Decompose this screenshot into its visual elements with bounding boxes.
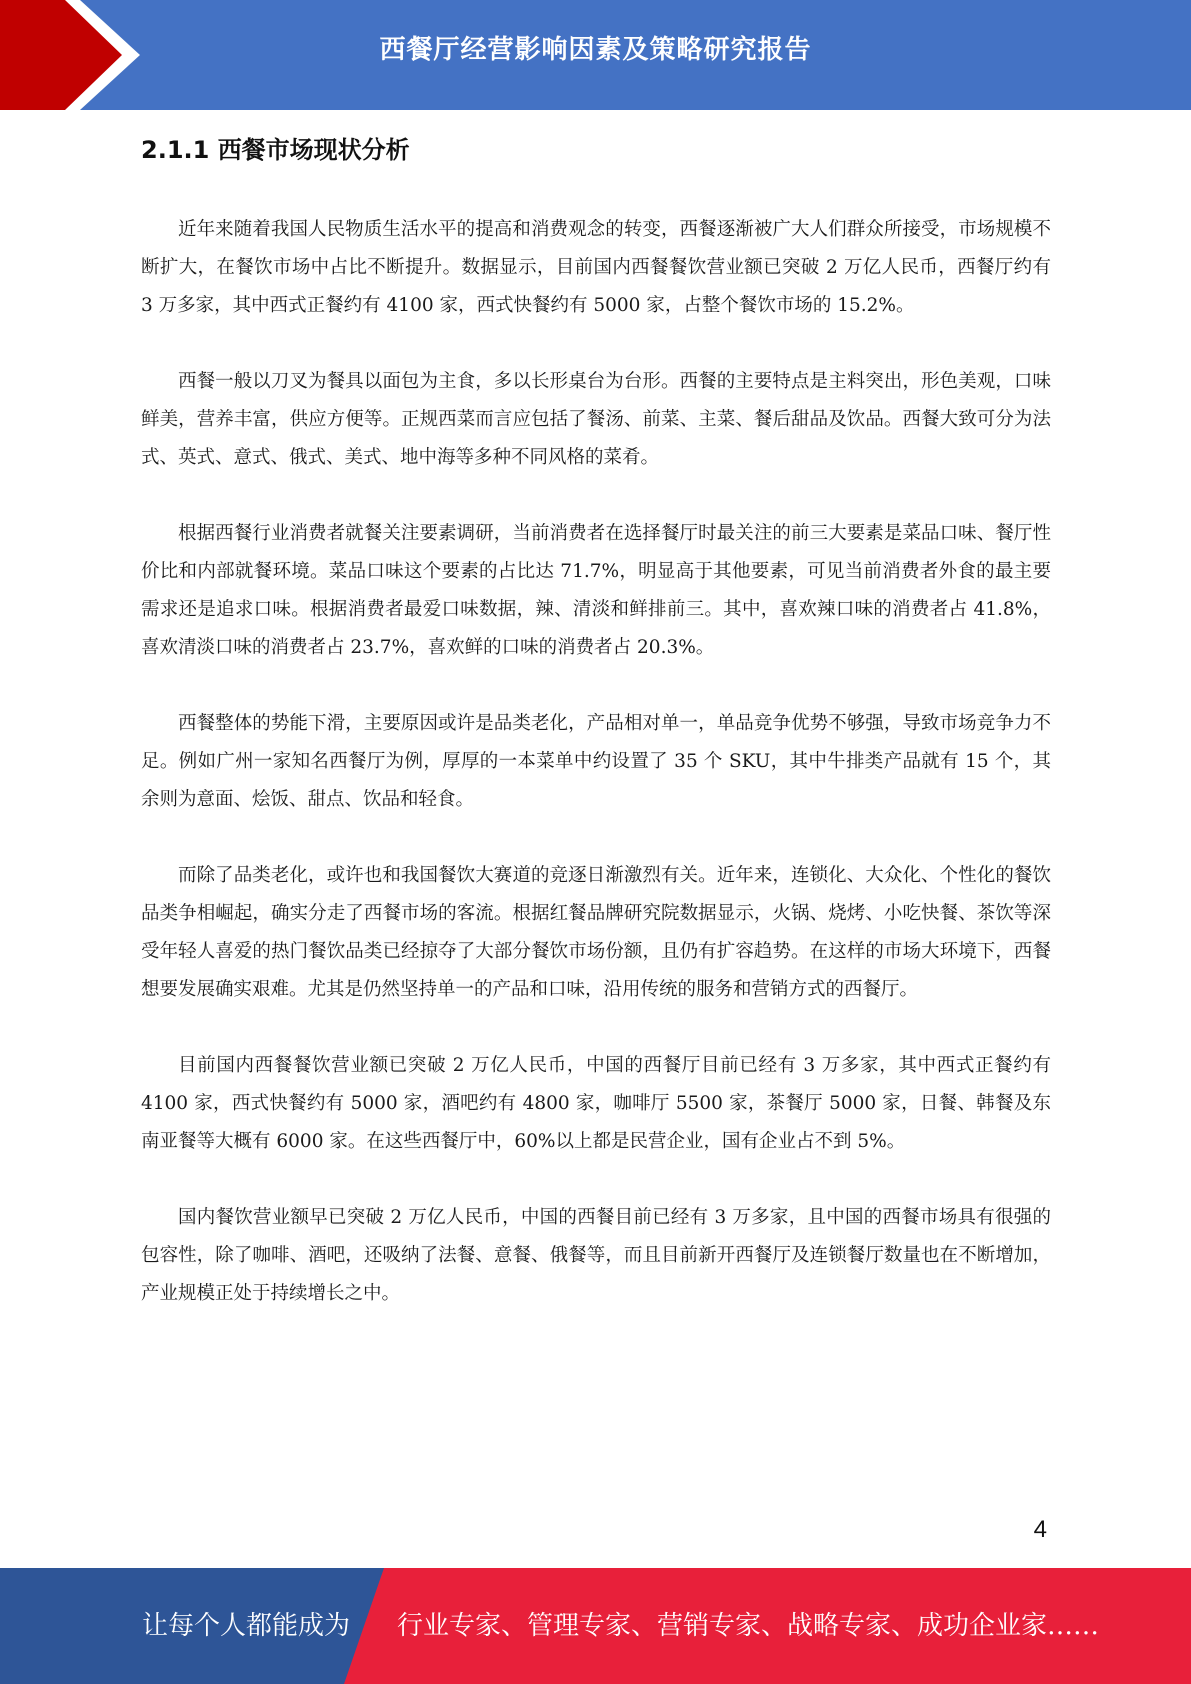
paragraph-1: 近年来随着我国人民物质生活水平的提高和消费观念的转变，西餐逐渐被广大人们群众所接受，市场规模不断扩大，在餐饮市场中占比不断提升。数据显示，目前国内西餐餐饮营业额已突破 2 万亿人民币，西餐厅约有 3 万多家，其中西式正餐约有 4100 家，西式快餐约有 5000 家，占整个餐饮市场的 15.2%。 xyxy=(141,219,1051,316)
page-header xyxy=(0,0,1191,110)
paragraph-4: 西餐整体的势能下滑，主要原因或许是品类老化，产品相对单一，单品竞争优势不够强，导致市场竞争力不足。例如广州一家知名西餐厅为例，厚厚的一本菜单中约设置了 35 个 SKU，其中牛排类产品就有 15 个，其余则为意面、烩饭、甜点、饮品和轻食。 xyxy=(141,713,1051,810)
body-text xyxy=(141,211,1051,1351)
paragraph-5: 而除了品类老化，或许也和我国餐饮大赛道的竞逐日渐激烈有关。近年来，连锁化、大众化、个性化的餐饮品类争相崛起，确实分走了西餐市场的客流。根据红餐品牌研究院数据显示，火锅、烧烤、小吃快餐、茶饮等深受年轻人喜爱的热门餐饮品类已经掠夺了大部分餐饮市场份额，且仍有扩容趋势。在这样的市场大环境下，西餐想要发展确实艰难。尤其是仍然坚持单一的产品和口味，沿用传统的服务和营销方式的西餐厅。 xyxy=(141,865,1051,1000)
report-title: 西餐厅经营影响因素及策略研究报告 xyxy=(379,35,812,65)
paragraph-3: 根据西餐行业消费者就餐关注要素调研，当前消费者在选择餐厅时最关注的前三大要素是菜品口味、餐厅性价比和内部就餐环境。菜品口味这个要素的占比达 71.7%，明显高于其他要素，可见当前消费者外食的最主要需求还是追求口味。根据消费者最爱口味数据，辣、清淡和鲜排前三。其中，喜欢辣口味的消费者占 41.8%，喜欢清淡口味的消费者占 23.7%，喜欢鲜的口味的消费者占 20.3%。 xyxy=(141,523,1051,658)
footer-slogan-left: 让每个人都能成为 xyxy=(142,1611,351,1641)
paragraph-7: 国内餐饮营业额早已突破 2 万亿人民币，中国的西餐目前已经有 3 万多家，且中国的西餐市场具有很强的包容性，除了咖啡、酒吧，还吸纳了法餐、意餐、俄餐等，而且目前新开西餐厅及连锁餐厅数量也在不断增加，产业规模正处于持续增长之中。 xyxy=(141,1207,1051,1304)
section-heading: 2.1.1 西餐市场现状分析 xyxy=(141,136,410,164)
page-number: 4 xyxy=(1033,1516,1047,1543)
paragraph-6: 目前国内西餐餐饮营业额已突破 2 万亿人民币，中国的西餐厅目前已经有 3 万多家，其中西式正餐约有 4100 家，西式快餐约有 5000 家，酒吧约有 4800 家，咖啡厅 5500 家，茶餐厅 5000 家，日餐、韩餐及东南亚餐等大概有 6000 家。在这些西餐厅中，60%以上都是民营企业，国有企业占不到 5%。 xyxy=(141,1055,1051,1152)
paragraph-2: 西餐一般以刀叉为餐具以面包为主食，多以长形桌台为台形。西餐的主要特点是主料突出，形色美观，口味鲜美，营养丰富，供应方便等。正规西菜而言应包括了餐汤、前菜、主菜、餐后甜品及饮品。西餐大致可分为法式、英式、意式、俄式、美式、地中海等多种不同风格的菜肴。 xyxy=(141,371,1051,468)
page-footer xyxy=(0,1568,1191,1684)
footer-slogan-right: 行业专家、管理专家、营销专家、战略专家、成功企业家…… xyxy=(397,1611,1100,1641)
